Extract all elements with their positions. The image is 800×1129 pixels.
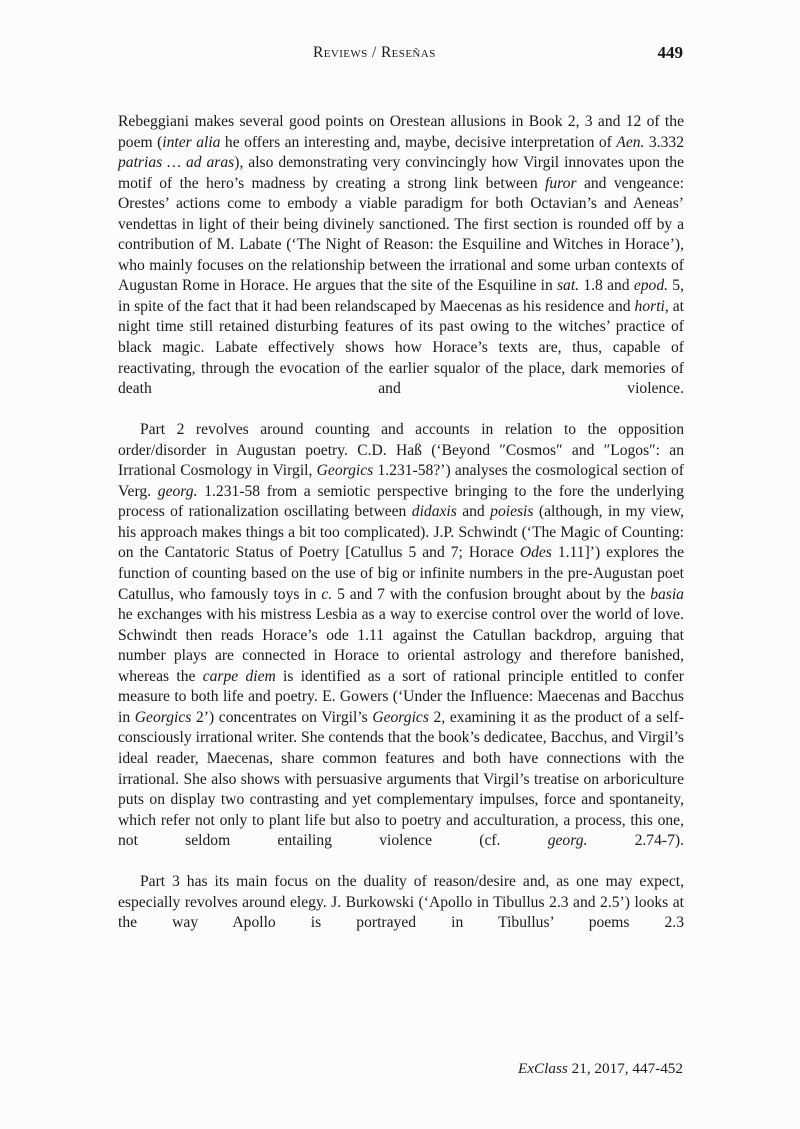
text-run: Rebeggiani makes several good points on Orestean allusions in Book 2, 3 and 12 of the poem ( — [118, 113, 684, 151]
italic-run: basia — [650, 585, 684, 603]
text-run: 5, in spite of the fact that it had been relandscaped by Maecenas as his residence and — [118, 277, 685, 315]
page-footer — [118, 1060, 683, 1078]
text-run: and vengeance: Orestes’ actions come to embody a viable paradigm for both Octavian’s and Aeneas’ vendettas in light of their being divinely sanctioned. The first section is rounded off by a contribution of M. Labate (‘The Night of Reason: the Esquiline and Witches in Horace’), who mainly focuses on the relationship between the irrational and some urban contexts of Augustan Rome in Horace. He argues that the site of the Esquiline in — [118, 174, 684, 295]
running-head-title: Reviews / Reseñas — [313, 44, 436, 61]
text-run: Part 2 revolves around counting and accounts in relation to the opposition order/disorder in Augustan poetry. C.D. Haß (‘Beyond ″Cosmos″ and ″Logos″: an Irrational Cosmology in Virgil, — [118, 421, 684, 480]
italic-run: furor — [545, 174, 577, 192]
text-run: he exchanges with his mistress Lesbia as a way to exercise control over the world of love. Schwindt then reads Horace’s ode 1.11 against the Catullan backdrop, arguing that number plays are connected in Horace to oriental astrology and therefore banished, whereas the — [118, 606, 684, 685]
journal-citation: 21, 2017, 447-452 — [567, 1060, 683, 1077]
italic-run: epod. — [633, 277, 669, 295]
text-run: (although, in my view, his approach makes things a bit too complicated). J.P. Schwindt (‘The Magic of Counting: on the Cantatoric Status of Poetry [Catullus 5 and 7; Horace — [118, 503, 684, 562]
italic-run: c. — [321, 585, 333, 603]
italic-run: didaxis — [411, 503, 457, 521]
italic-run: Aen. — [616, 133, 645, 151]
italic-run: Odes — [519, 544, 552, 562]
paragraph-part-2 — [118, 420, 684, 872]
paragraph-rebeggiani — [118, 112, 684, 420]
text-run: Part 3 has its main focus on the duality of reason/desire and, as one may expect, especially revolves around elegy. J. Burkowski (‘Apollo in Tibullus 2.3 and 2.5’) looks at the way Apollo is portrayed in Tibullus’ poems 2.3 — [118, 873, 684, 932]
italic-run: poiesis — [490, 503, 534, 521]
text-run: 1.231-58?’) analyses the cosmological section of Verg. — [118, 462, 684, 500]
text-run: he offers an interesting and, maybe, decisive interpretation of — [220, 133, 617, 151]
body-text-block — [118, 112, 684, 954]
text-run: 2.74-7). — [587, 832, 684, 850]
text-run: ), also demonstrating very convincingly how Virgil innovates upon the motif of the hero’s madness by creating a strong link between — [118, 154, 684, 192]
running-head — [118, 44, 683, 66]
italic-run: horti — [634, 297, 665, 315]
italic-run: Georgics — [134, 708, 192, 726]
italic-run: carpe diem — [202, 667, 276, 685]
italic-run: patrias … ad aras — [118, 154, 235, 172]
text-run: and — [456, 503, 491, 521]
text-run: 2’) concentrates on Virgil’s — [191, 708, 373, 726]
italic-run: inter alia — [162, 133, 221, 151]
text-run: 1.231-58 from a semiotic perspective bringing to the fore the underlying process of rationalization oscillating between — [118, 482, 684, 521]
text-run: is identified as a sort of rational principle entitled to confer measure to both life and poetry. E. Gowers (‘Under the Influence: Maecenas and Bacchus in — [118, 667, 684, 726]
text-run: 2, examining it as the product of a self-consciously irrational writer. She contends that the book’s dedicatee, Bacchus, and Virgil’s ideal reader, Maecenas, share common features and both have connections with the irrational. She also shows with persuasive arguments that Virgil’s treatise on arboriculture puts on display two contrasting and yet complementary impulses, force and spontaneity, which refer not only to plant life but also to poetry and acculturation, a process, this one, not seldom entailing violence (cf. — [118, 708, 685, 850]
italic-run: georg. — [547, 832, 588, 850]
text-run: 1.11]’) explores the function of counting based on the use of big or infinite numbers in the pre-Augustan poet Catullus, who famously toys in — [118, 544, 684, 603]
italic-run: sat. — [556, 277, 580, 295]
page-number: 449 — [657, 43, 683, 62]
text-run: , at night time still retained disturbing features of its past owing to the witches’ practice of black magic. Labate effectively shows how Horace’s texts are, thus, capable of reactivating, through the evocation of the earlier squalor of the place, dark memories of death and violence. — [118, 297, 684, 398]
paragraph-part-3 — [118, 872, 684, 954]
text-run: 1.8 and — [579, 277, 634, 295]
journal-title: ExClass — [518, 1060, 568, 1077]
italic-run: Georgics — [316, 462, 374, 480]
italic-run: Georgics — [372, 708, 429, 726]
italic-run: georg. — [157, 482, 198, 500]
text-run: 5 and 7 with the confusion brought about by the — [332, 585, 651, 603]
text-run: 3.332 — [644, 133, 684, 151]
